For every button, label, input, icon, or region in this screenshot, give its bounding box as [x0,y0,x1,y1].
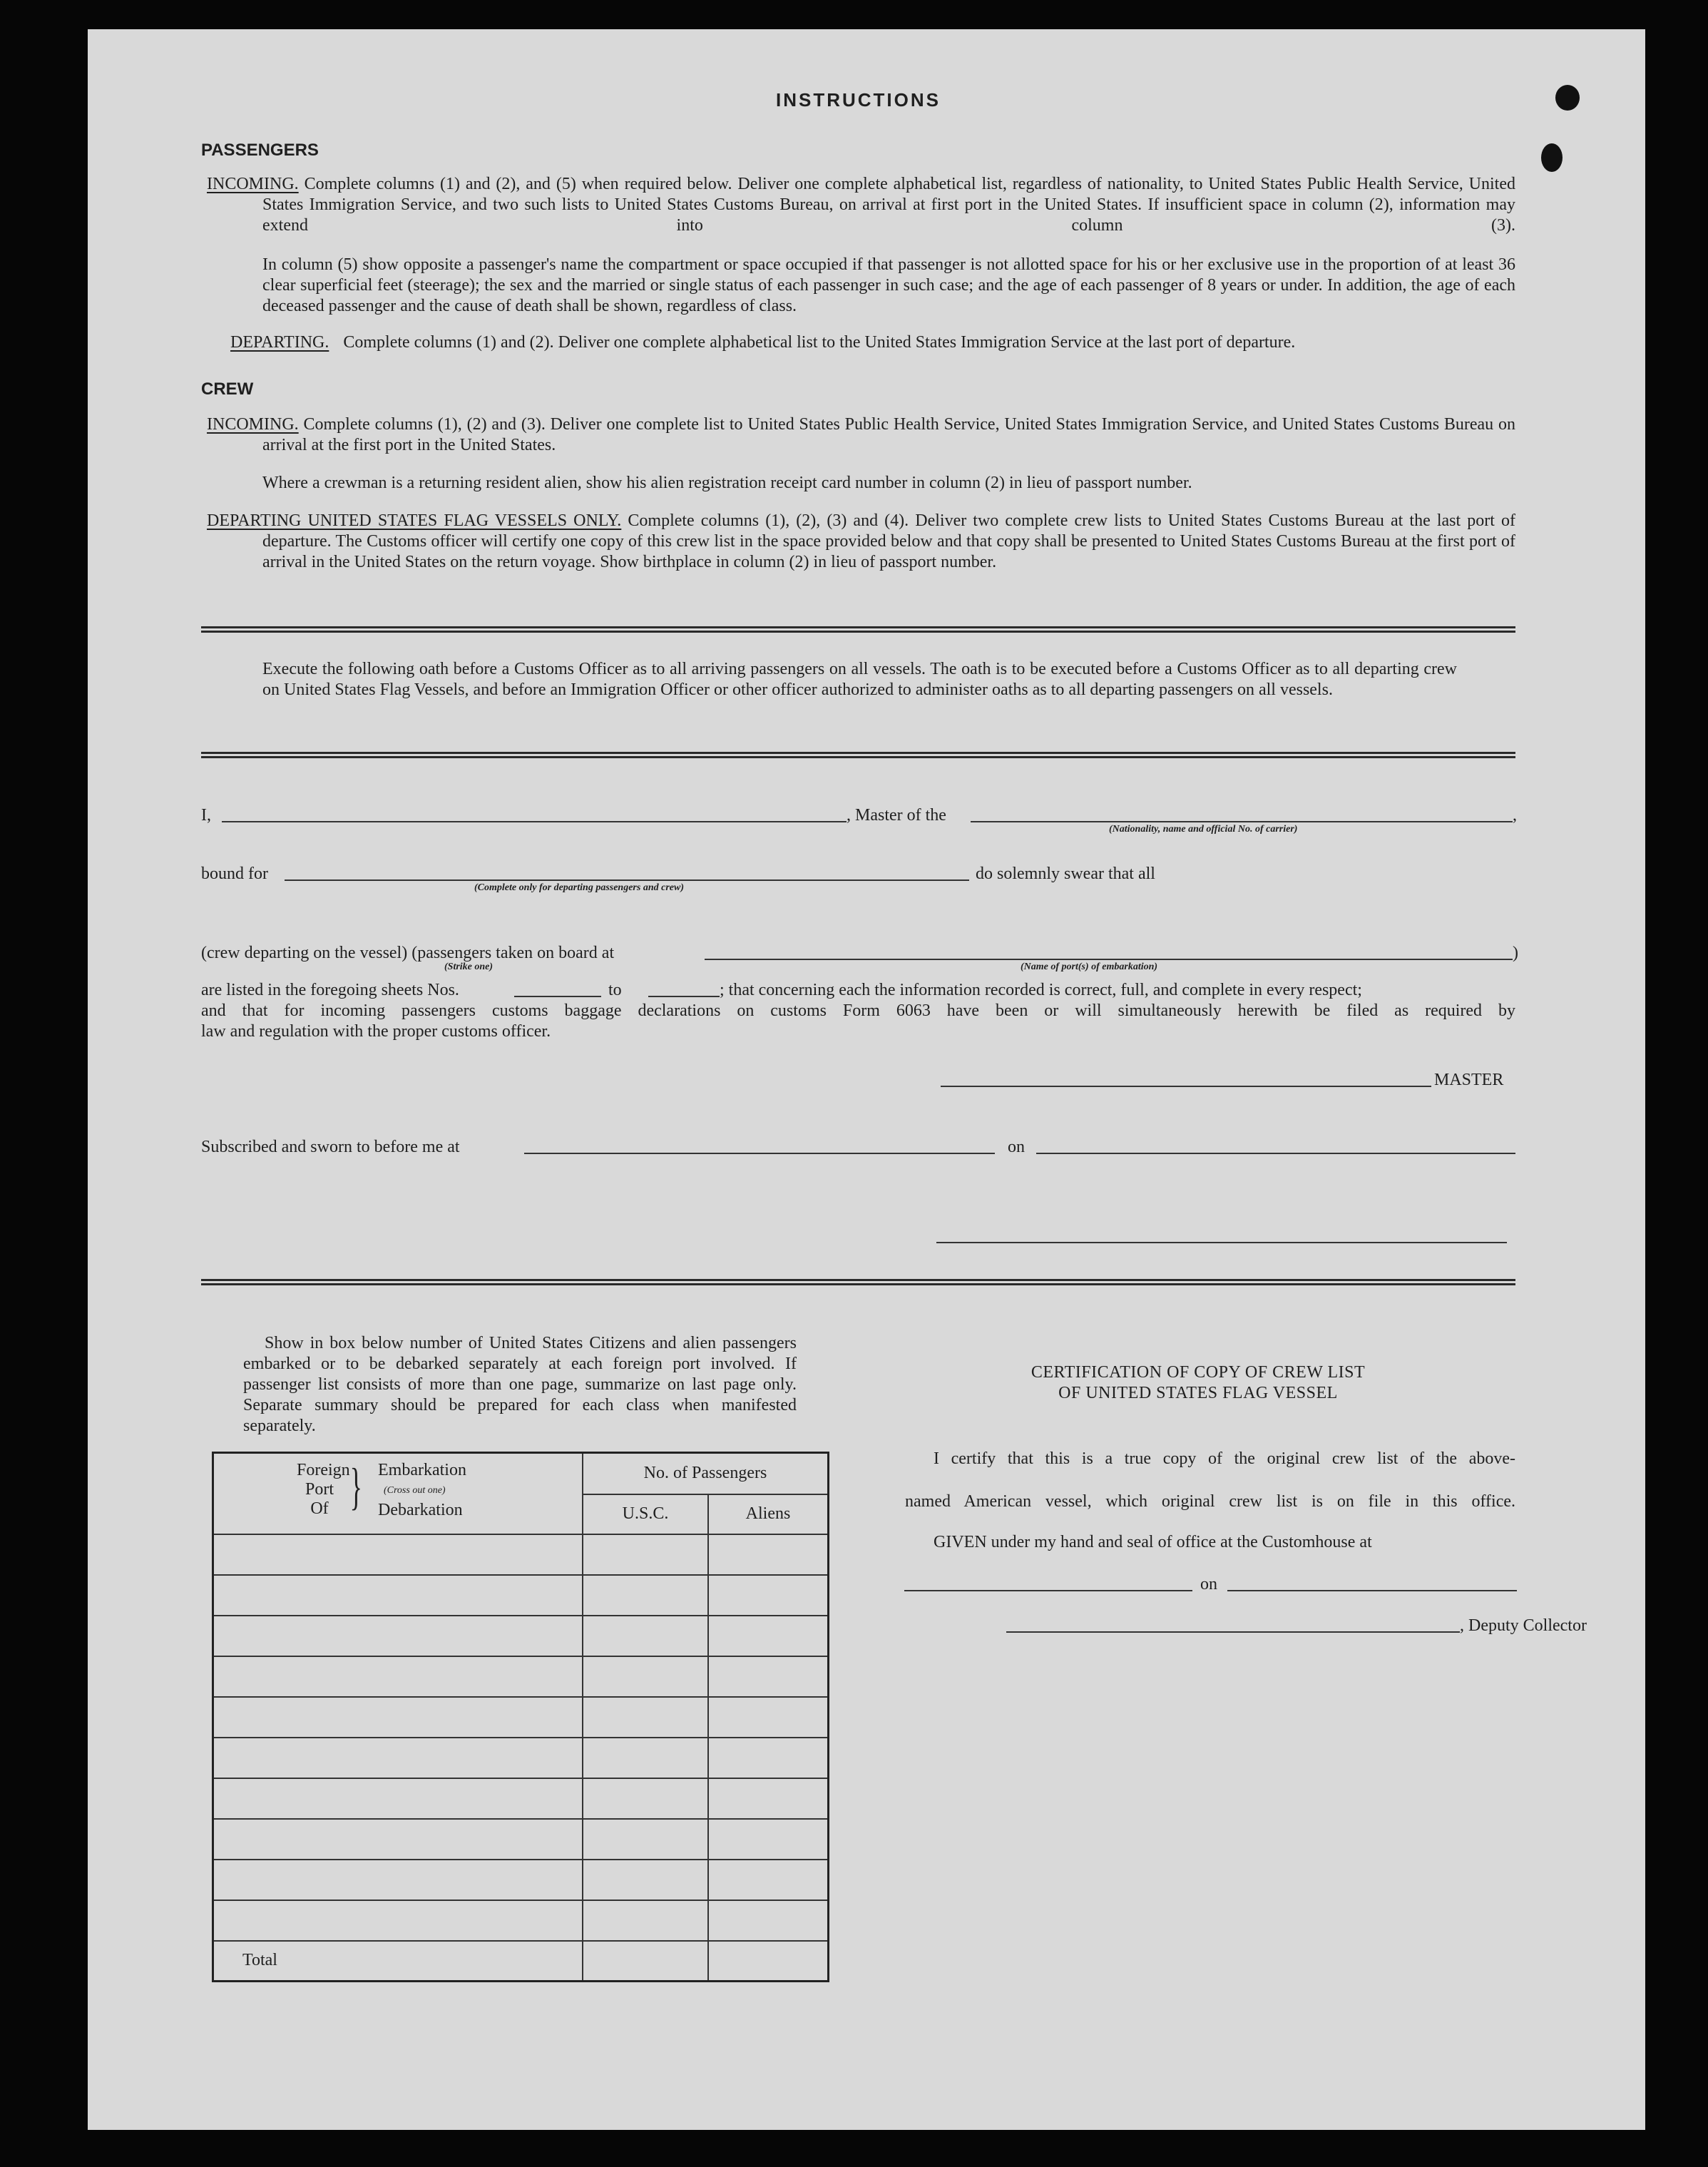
aliens-cell[interactable] [708,1819,829,1860]
port-cell[interactable] [213,1575,583,1616]
deputy-signature-field[interactable] [1006,1631,1460,1633]
sworn-on-label: on [1008,1138,1025,1156]
table-row [213,1738,829,1778]
port-cell[interactable] [213,1534,583,1575]
usc-cell[interactable] [583,1900,708,1941]
table-row [213,1819,829,1860]
sworn-date-field[interactable] [1036,1153,1515,1154]
cert-date-field[interactable] [1227,1590,1517,1591]
ink-blot [1541,143,1563,172]
passengers-departing-label: DEPARTING. [230,333,329,352]
master-signature-field[interactable] [941,1086,1431,1087]
listed-line2: and that for incoming passengers customs baggage declarations on customs Form 6063 have been or will simultaneously herewith be filed as required by [201,1001,1515,1020]
page-title: INSTRUCTIONS [776,89,941,111]
certify-line1: I certify that this is a true copy of the original crew list of the above- [934,1449,1515,1468]
bound-for-field[interactable] [285,879,969,881]
crew-incoming-text: Complete columns (1), (2) and (3). Deliver one complete list to United States Public Health Service, United States Immigration Service, and United States Customs Bureau on arrival at the first port in the United States. [262,415,1516,454]
aliens-cell[interactable] [708,1860,829,1900]
certification-title-1: CERTIFICATION OF COPY OF CREW LIST [1031,1363,1366,1382]
table-row [213,1860,829,1900]
passengers-departing-text: Complete columns (1) and (2). Deliver one complete alphabetical list to the United States Immigration Service at the last port of departure. [343,333,1296,352]
aliens-cell[interactable] [708,1656,829,1697]
summary-instruction: Show in box below number of United States Citizens and alien passengers embarked or to be debarked separately at each foreign port involved. If passenger list consists of more than one page, summarize on last page only. Separate summary should be prepared for each class when manifested separately. [243,1334,797,1435]
no-passengers-header: No. of Passengers [583,1453,829,1494]
port-cell[interactable] [213,1738,583,1778]
of-label: Of [310,1499,329,1518]
usc-cell[interactable] [583,1534,708,1575]
cert-on-label: on [1200,1575,1217,1594]
table-row [213,1534,829,1575]
aliens-cell[interactable] [708,1697,829,1738]
port-cell[interactable] [213,1860,583,1900]
double-rule [201,752,1515,758]
table-row [213,1656,829,1697]
usc-cell[interactable] [583,1575,708,1616]
total-label: Total [213,1941,583,1982]
swear-label: do solemnly swear that all [976,865,1155,883]
crew-departing-paragraph [207,511,1516,573]
aliens-cell[interactable] [708,1616,829,1656]
passengers-departing-paragraph [230,332,1515,353]
debarkation-label: Debarkation [378,1501,463,1519]
listed-prefix: are listed in the foregoing sheets Nos. [201,981,459,999]
port-caption: (Name of port(s) of embarkation) [1021,962,1158,972]
nationality-caption: (Nationality, name and official No. of carrier) [1109,824,1298,835]
table-row [213,1778,829,1819]
crew-incoming-label: INCOMING. [207,415,299,434]
close-paren: ) [1513,944,1518,962]
port-header-cell [213,1453,583,1534]
cross-out-caption: (Cross out one) [384,1485,446,1496]
vessel-field[interactable] [971,821,1513,822]
crew-departing-label: (crew departing on the vessel) (passengers taken on board at [201,944,615,962]
port-cell[interactable] [213,1819,583,1860]
passengers-heading: PASSENGERS [201,141,319,160]
aliens-header: Aliens [708,1494,829,1534]
form-page [88,29,1645,2130]
master-label: MASTER [1434,1071,1504,1089]
listed-line3: law and regulation with the proper customs officer. [201,1022,551,1041]
passengers-incoming-label: INCOMING. [207,175,299,193]
usc-cell[interactable] [583,1819,708,1860]
aliens-cell[interactable] [708,1534,829,1575]
strike-one-caption: (Strike one) [444,962,494,972]
customhouse-field[interactable] [904,1590,1192,1591]
master-name-field[interactable] [222,821,847,822]
aliens-cell[interactable] [708,1575,829,1616]
passengers-incoming-paragraph [207,174,1515,236]
port-cell[interactable] [213,1616,583,1656]
sheet-from-field[interactable] [514,996,601,997]
aliens-cell[interactable] [708,1900,829,1941]
foreign-label: Foreign [297,1461,350,1479]
usc-cell[interactable] [583,1738,708,1778]
port-cell[interactable] [213,1900,583,1941]
port-label: Port [305,1480,334,1499]
comma-label: , [1513,806,1517,825]
bound-for-label: bound for [201,865,268,883]
certification-title-2: OF UNITED STATES FLAG VESSEL [1058,1384,1338,1402]
to-label: to [608,981,622,999]
passengers-column5-paragraph: In column (5) show opposite a passenger's name the compartment or space occupied if that passenger is not allotted space for his or her exclusive use in the proportion of at least 36 clear superficial feet (steerage); the sex and the married or single status of each passenger in such case; and the age of each passenger of 8 years or under. In addition, the age of each deceased passenger and the cause of death shall be shown, regardless of class. [262,255,1515,315]
table-row [213,1900,829,1941]
usc-header: U.S.C. [583,1494,708,1534]
bound-caption: (Complete only for departing passengers and crew) [474,882,684,893]
usc-cell[interactable] [583,1860,708,1900]
certify-line2: named American vessel, which original crew list is on file in this office. [905,1492,1515,1511]
total-usc-cell[interactable] [583,1941,708,1982]
port-cell[interactable] [213,1697,583,1738]
crew-heading: CREW [201,379,254,399]
brace-icon: } [349,1458,362,1515]
crew-departing-label: DEPARTING UNITED STATES FLAG VESSELS ONLY. [207,511,622,530]
double-rule [201,1279,1515,1285]
table-row [213,1697,829,1738]
embarkation-port-field[interactable] [705,959,1513,960]
double-rule [201,626,1515,633]
master-of-label: , Master of the [847,806,946,825]
embarkation-label: Embarkation [378,1461,466,1479]
usc-cell[interactable] [583,1656,708,1697]
listed-rest: ; that concerning each the information recorded is correct, full, and complete in every respect; [720,981,1362,999]
oath-i-label: I, [201,806,211,825]
given-text: GIVEN under my hand and seal of office at the Customhouse at [934,1533,1372,1551]
usc-cell[interactable] [583,1697,708,1738]
crew-departing-text: Complete columns (1), (2), (3) and (4). Deliver two complete crew lists to United States Customs Bureau at the last port of departure. The Customs officer will certify one copy of this crew list in the space provided below and that copy shall be presented to United States Customs Bureau at the first port of arrival in the United States on the return voyage. Show birthplace in column (2) in lieu of passport number. [262,511,1516,571]
usc-cell[interactable] [583,1616,708,1656]
port-cell[interactable] [213,1778,583,1819]
table-row [213,1616,829,1656]
crew-incoming-paragraph [207,414,1516,456]
aliens-cell[interactable] [708,1778,829,1819]
summary-body [213,1534,829,1982]
crew-resident-text: Where a crewman is a returning resident alien, show his alien registration receipt card number in column (2) in lieu of passport number. [262,474,1192,492]
passengers-incoming-text: Complete columns (1) and (2), and (5) when required below. Deliver one complete alphabetical list, regardless of nationality, to United States Public Health Service, United States Immigration Service, and two such lists to United States Customs Bureau, on arrival at first port in the United States. If insufficient space in column (2), information may extend into column (3). [262,175,1515,235]
passenger-summary-table [212,1452,829,1982]
sheet-to-field[interactable] [648,996,720,997]
sworn-place-field[interactable] [524,1153,995,1154]
total-aliens-cell[interactable] [708,1941,829,1982]
officer-signature-field[interactable] [936,1242,1507,1243]
aliens-cell[interactable] [708,1738,829,1778]
port-cell[interactable] [213,1656,583,1697]
subscribed-label: Subscribed and sworn to before me at [201,1138,460,1156]
oath-instruction: Execute the following oath before a Customs Officer as to all arriving passengers on all vessels. The oath is to be executed before a Customs Officer as to all departing crew on United States Flag Vessels, and before an Immigration Officer or other officer authorized to administer oaths as to all departing passengers on all vessels. [262,660,1457,699]
total-row [213,1941,829,1982]
usc-cell[interactable] [583,1778,708,1819]
deputy-label: , Deputy Collector [1460,1616,1587,1635]
ink-blot [1555,85,1580,111]
table-row [213,1575,829,1616]
